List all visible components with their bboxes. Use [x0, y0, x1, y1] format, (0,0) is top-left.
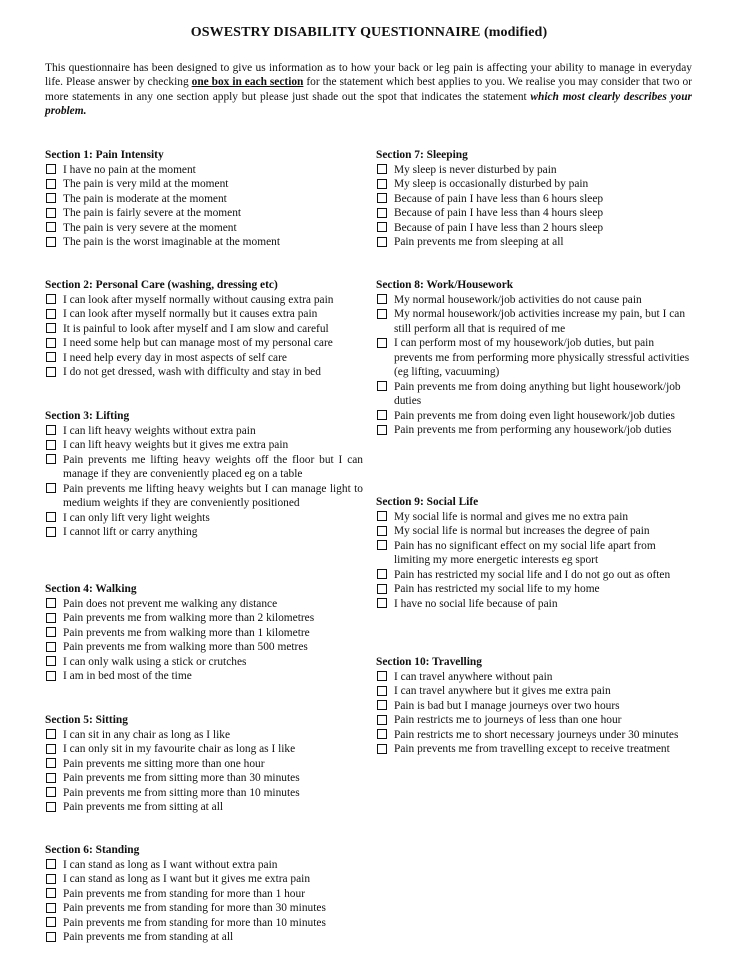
option-label: Pain does not prevent me walking any distance	[63, 597, 278, 610]
option-row[interactable]	[376, 380, 694, 409]
checkbox[interactable]	[46, 323, 56, 333]
checkbox[interactable]	[46, 903, 56, 913]
option-row[interactable]	[45, 901, 363, 916]
checkbox[interactable]	[46, 440, 56, 450]
option-row[interactable]	[376, 409, 694, 424]
option-label: The pain is very mild at the moment	[63, 178, 229, 190]
option-row[interactable]	[45, 611, 363, 626]
checkbox[interactable]	[377, 294, 387, 304]
option-label: My sleep is occasionally disturbed by pain	[394, 178, 589, 190]
checkbox[interactable]	[377, 584, 387, 594]
option-row[interactable]	[45, 177, 363, 192]
option-label: Pain restricts me to journeys of less than one hour	[394, 714, 622, 726]
section-sleeping	[376, 148, 694, 250]
checkbox[interactable]	[46, 859, 56, 869]
option-row[interactable]	[45, 930, 363, 945]
option-row[interactable]	[45, 424, 363, 439]
option-label: Pain prevents me from doing anything but light housework/job duties	[394, 380, 681, 407]
checkbox[interactable]	[46, 744, 56, 754]
checkbox[interactable]	[377, 179, 387, 189]
option-row[interactable]	[376, 235, 694, 250]
option-row[interactable]	[45, 916, 363, 931]
checkbox[interactable]	[377, 381, 387, 391]
option-label: I have no pain at the moment	[63, 163, 196, 176]
section-personal-care	[45, 278, 363, 380]
option-row[interactable]	[376, 192, 694, 207]
option-row[interactable]	[45, 597, 363, 612]
option-label: My normal housework/job activities do not cause pain	[394, 293, 642, 306]
checkbox[interactable]	[377, 237, 387, 247]
option-row[interactable]	[376, 684, 694, 699]
checkbox[interactable]	[46, 613, 56, 623]
option-label: The pain is fairly severe at the moment	[63, 207, 242, 219]
checkbox[interactable]	[377, 744, 387, 754]
checkbox[interactable]	[377, 511, 387, 521]
checkbox[interactable]	[377, 208, 387, 218]
checkbox[interactable]	[377, 309, 387, 319]
checkbox[interactable]	[377, 598, 387, 608]
option-label: I need help every day in most aspects of self care	[63, 351, 287, 364]
option-row[interactable]	[376, 221, 694, 236]
option-label: Pain has no significant effect on my social life apart from limiting my more energetic interests eg sport	[394, 539, 656, 566]
checkbox[interactable]	[46, 642, 56, 652]
section-title: Section 4: Walking	[45, 583, 137, 595]
option-row[interactable]	[376, 293, 694, 308]
checkbox[interactable]	[46, 527, 56, 537]
option-row[interactable]	[45, 163, 363, 178]
option-row[interactable]	[376, 539, 694, 568]
section-title: Section 5: Sitting	[45, 714, 128, 726]
checkbox[interactable]	[46, 352, 56, 362]
checkbox[interactable]	[46, 454, 56, 464]
option-row[interactable]	[45, 453, 363, 482]
checkbox[interactable]	[46, 758, 56, 768]
checkbox[interactable]	[377, 686, 387, 696]
option-row[interactable]	[376, 582, 694, 597]
option-label: I can look after myself normally but it causes extra pain	[63, 308, 318, 320]
option-row[interactable]	[45, 728, 363, 743]
option-label: Pain prevents me from sleeping at all	[394, 236, 564, 248]
option-label: Because of pain I have less than 6 hours sleep	[394, 192, 604, 205]
option-label: Pain has restricted my social life to my home	[394, 583, 600, 595]
option-label: Because of pain I have less than 4 hours sleep	[394, 207, 604, 219]
option-row[interactable]	[45, 757, 363, 772]
option-row[interactable]	[376, 510, 694, 525]
option-row[interactable]	[45, 669, 363, 684]
option-label: I cannot lift or carry anything	[63, 526, 198, 538]
checkbox[interactable]	[377, 526, 387, 536]
option-label: Pain prevents me from sitting more than 10 minutes	[63, 786, 300, 799]
section-title: Section 3: Lifting	[45, 410, 130, 422]
option-row[interactable]	[376, 163, 694, 178]
checkbox[interactable]	[46, 208, 56, 218]
checkbox[interactable]	[46, 425, 56, 435]
option-row[interactable]	[45, 293, 363, 308]
option-row[interactable]	[45, 307, 363, 322]
checkbox[interactable]	[46, 773, 56, 783]
section-title: Section 10: Travelling	[376, 656, 482, 668]
checkbox[interactable]	[46, 309, 56, 319]
option-label: Pain prevents me from travelling except to receive treatment	[394, 743, 670, 755]
checkbox[interactable]	[377, 222, 387, 232]
section-title: Section 2: Personal Care (washing, dressing etc)	[45, 279, 278, 291]
option-row[interactable]	[376, 597, 694, 612]
section-title: Section 9: Social Life	[376, 496, 479, 508]
checkbox[interactable]	[46, 656, 56, 666]
option-row[interactable]	[376, 206, 694, 221]
option-row[interactable]	[45, 351, 363, 366]
intro-text-1: This questionnaire has been designed to give us information as to how your back or leg pain is affecting your ability to manage in everyday life. Please answer by checking	[45, 62, 692, 89]
checkbox[interactable]	[46, 512, 56, 522]
option-label: Pain prevents me from walking more than 2 kilometres	[63, 612, 315, 624]
option-label: My social life is normal and gives me no extra pain	[394, 510, 629, 523]
option-row[interactable]	[376, 728, 694, 743]
option-label: I can only sit in my favourite chair as long as I like	[63, 743, 296, 755]
section-title: Section 1: Pain Intensity	[45, 149, 164, 161]
option-label: I can only lift very light weights	[63, 511, 210, 524]
option-row[interactable]	[45, 235, 363, 250]
option-row[interactable]	[45, 525, 363, 540]
option-label: Pain restricts me to short necessary journeys under 30 minutes	[394, 728, 679, 741]
checkbox[interactable]	[46, 888, 56, 898]
checkbox[interactable]	[377, 700, 387, 710]
intro-emphasis-problem: which most clearly describes your problem.	[45, 90, 692, 118]
checkbox[interactable]	[46, 222, 56, 232]
option-label: The pain is moderate at the moment	[63, 192, 227, 205]
option-row[interactable]	[376, 742, 694, 757]
option-label: I can travel anywhere without pain	[394, 670, 553, 683]
option-label: My normal housework/job activities increase my pain, but I can still perform all that is required of me	[394, 308, 686, 335]
option-row[interactable]	[45, 655, 363, 670]
option-label: Pain prevents me from performing any housework/job duties	[394, 424, 672, 436]
option-label: I can lift heavy weights without extra pain	[63, 424, 256, 437]
option-label: I can travel anywhere but it gives me extra pain	[394, 685, 611, 697]
option-row[interactable]	[376, 568, 694, 583]
section-walking	[45, 582, 363, 684]
option-row[interactable]	[45, 221, 363, 236]
section-lifting	[45, 409, 363, 540]
checkbox[interactable]	[377, 671, 387, 681]
option-label: Pain prevents me from sitting more than 30 minutes	[63, 772, 300, 784]
checkbox[interactable]	[377, 193, 387, 203]
questionnaire-title: OSWESTRY DISABILITY QUESTIONNAIRE (modified)	[190, 25, 548, 40]
option-row[interactable]	[376, 713, 694, 728]
option-row[interactable]	[376, 177, 694, 192]
option-label: I can look after myself normally without causing extra pain	[63, 293, 334, 306]
section-sitting	[45, 713, 363, 815]
option-row[interactable]	[45, 482, 363, 511]
option-label: Pain prevents me from standing for more than 10 minutes	[63, 916, 326, 929]
option-row[interactable]	[45, 771, 363, 786]
checkbox[interactable]	[46, 338, 56, 348]
option-label: I can sit in any chair as long as I like	[63, 728, 231, 741]
checkbox[interactable]	[46, 932, 56, 942]
section-work-housework	[376, 278, 694, 438]
checkbox[interactable]	[377, 410, 387, 420]
checkbox[interactable]	[46, 729, 56, 739]
option-row[interactable]	[45, 336, 363, 351]
option-label: Pain prevents me from doing even light housework/job duties	[394, 409, 675, 422]
checkbox[interactable]	[377, 715, 387, 725]
checkbox[interactable]	[46, 237, 56, 247]
section-social-life	[376, 495, 694, 611]
option-label: My social life is normal but increases the degree of pain	[394, 525, 650, 537]
section-title: Section 6: Standing	[45, 844, 140, 856]
option-label: Pain is bad but I manage journeys over two hours	[394, 699, 620, 712]
option-label: I can perform most of my housework/job duties, but pain prevents me from performing more physically stressful activities (eg lifting, vacuuming)	[394, 337, 690, 378]
section-title: Section 8: Work/Housework	[376, 279, 514, 291]
checkbox[interactable]	[46, 802, 56, 812]
option-row[interactable]	[45, 887, 363, 902]
option-row[interactable]	[45, 626, 363, 641]
option-label: The pain is very severe at the moment	[63, 221, 237, 234]
option-label: I do not get dressed, wash with difficulty and stay in bed	[63, 366, 321, 378]
option-label: Pain prevents me lifting heavy weights but I can manage light to medium weights if they are conveniently positioned	[63, 482, 363, 509]
option-row[interactable]	[45, 511, 363, 526]
option-row[interactable]	[376, 336, 694, 380]
option-label: Pain prevents me sitting more than one hour	[63, 757, 265, 770]
option-label: I am in bed most of the time	[63, 670, 192, 682]
checkbox[interactable]	[46, 483, 56, 493]
option-label: It is painful to look after myself and I am slow and careful	[63, 322, 329, 335]
option-label: My sleep is never disturbed by pain	[394, 163, 557, 176]
option-row[interactable]	[45, 858, 363, 873]
option-label: Pain prevents me from sitting at all	[63, 801, 224, 813]
option-row[interactable]	[45, 192, 363, 207]
option-label: Pain has restricted my social life and I do not go out as often	[394, 568, 671, 581]
checkbox[interactable]	[377, 338, 387, 348]
checkbox[interactable]	[46, 671, 56, 681]
checkbox[interactable]	[46, 874, 56, 884]
option-row[interactable]	[376, 423, 694, 438]
section-travelling	[376, 655, 694, 757]
option-row[interactable]	[45, 322, 363, 337]
option-row[interactable]	[376, 670, 694, 685]
option-label: Pain prevents me from walking more than 500 metres	[63, 641, 308, 653]
option-label: I have no social life because of pain	[394, 597, 558, 610]
option-row[interactable]	[45, 872, 363, 887]
option-row[interactable]	[45, 742, 363, 757]
option-row[interactable]	[45, 786, 363, 801]
checkbox[interactable]	[46, 179, 56, 189]
checkbox[interactable]	[377, 164, 387, 174]
option-label: I can lift heavy weights but it gives me extra pain	[63, 439, 289, 451]
section-pain-intensity	[45, 148, 363, 250]
checkbox[interactable]	[46, 598, 56, 608]
checkbox[interactable]	[377, 540, 387, 550]
option-row[interactable]	[45, 800, 363, 815]
option-label: I can only walk using a stick or crutches	[63, 655, 247, 668]
option-label: Pain prevents me from walking more than 1 kilometre	[63, 626, 310, 639]
intro-text-2: for the statement which best applies to you. We realise you may consider that two or more statements in any one section apply but please just shade out the spot that indicates the statement	[45, 76, 692, 103]
checkbox[interactable]	[46, 164, 56, 174]
option-label: I can stand as long as I want without extra pain	[63, 858, 278, 871]
option-row[interactable]	[376, 699, 694, 714]
checkbox[interactable]	[46, 917, 56, 927]
option-row[interactable]	[45, 206, 363, 221]
option-row[interactable]	[45, 438, 363, 453]
checkbox[interactable]	[46, 627, 56, 637]
intro-emphasis-one-box: one box in each section	[191, 76, 304, 89]
section-standing	[45, 843, 363, 945]
option-label: Because of pain I have less than 2 hours sleep	[394, 221, 604, 234]
checkbox[interactable]	[46, 787, 56, 797]
option-label: The pain is the worst imaginable at the moment	[63, 236, 281, 248]
checkbox[interactable]	[377, 569, 387, 579]
checkbox[interactable]	[46, 193, 56, 203]
option-row[interactable]	[45, 365, 363, 380]
option-row[interactable]	[45, 640, 363, 655]
option-label: Pain prevents me from standing at all	[63, 931, 234, 943]
checkbox[interactable]	[46, 294, 56, 304]
option-label: I can stand as long as I want but it gives me extra pain	[63, 873, 311, 885]
section-title: Section 7: Sleeping	[376, 149, 468, 161]
checkbox[interactable]	[377, 425, 387, 435]
intro-paragraph	[45, 61, 692, 119]
option-label: Pain prevents me from standing for more than 30 minutes	[63, 902, 326, 914]
option-label: I need some help but can manage most of my personal care	[63, 337, 333, 349]
checkbox[interactable]	[377, 729, 387, 739]
checkbox[interactable]	[46, 367, 56, 377]
option-row[interactable]	[376, 524, 694, 539]
option-label: Pain prevents me from standing for more than 1 hour	[63, 887, 305, 900]
option-row[interactable]	[376, 307, 694, 336]
option-label: Pain prevents me lifting heavy weights off the floor but I can manage if they are conveniently placed eg on a table	[63, 453, 363, 480]
